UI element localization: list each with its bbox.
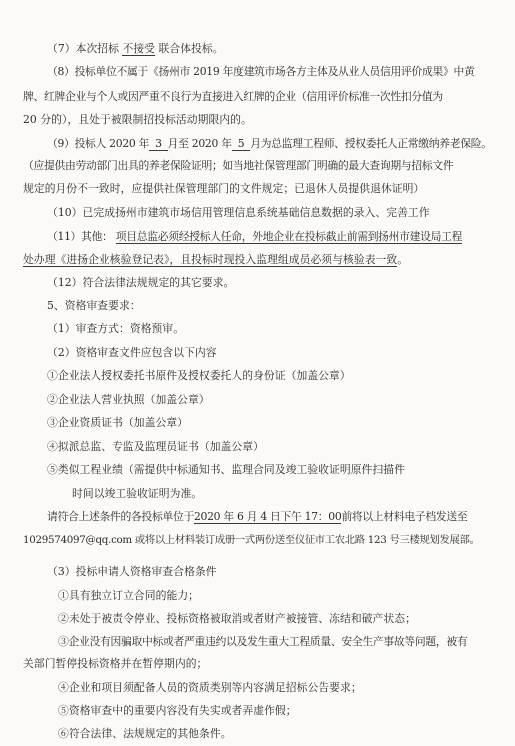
review-doc-3: ③企业资质证书（加盖公章） (47, 416, 189, 429)
qualification-2: ②未处于被责令停业、投标资格被取消或者财产被接管、冻结和破产状态； (58, 612, 416, 625)
clause-12: （12）符合法律法规规定的其它要求。 (47, 276, 235, 289)
clause-8-line2: 牌、红牌企业与个人或因严重不良行为直接进入红牌的企业（信用评价标准一次性扣分值为 (23, 90, 443, 103)
review-doc-5-note: 时间以竣工验收证明为准。 (72, 487, 203, 500)
submission-line1: 请符合上述条件的各投标单位于2020 年 6 月 4 日下午 17：00前将以上材料电子档发送至 (47, 510, 468, 523)
qualification-heading: （3）投标申请人资格审查合格条件 (47, 565, 217, 578)
section-5-heading: 5、资格审查要求： (47, 299, 141, 312)
qualification-3-line1: ③企业没有因骗取中标或者严重违约以及发生重大工程质量、安全生产事故等问题，被有 (58, 635, 468, 648)
clause-9-line2: （应提供由劳动部门出具的养老保险证明；如当地社保管理部门明确的最大查询期与招标文件 (23, 159, 454, 172)
clause-10: （10）已完成扬州市建筑市场信用管理信息系统基础信息数据的录入、完善工作 (47, 206, 430, 219)
review-doc-2: ②企业法人营业执照（加盖公章） (47, 393, 210, 406)
submission-line2: 1029574097@qq.com 或将以上材料装订成册一式两份送至仪征市工农北路 123 号三楼规划发展部。 (23, 534, 480, 546)
qualification-1: ①具有独立订立合同的能力； (58, 589, 200, 602)
clause-11-line2: 处办理《进扬企业核验登记表》，且投标时现投入监理组成员必须与核验表一致。 (23, 253, 409, 266)
deadline: 2020 年 6 月 4 日下午 17：00 (193, 510, 342, 523)
qualification-6: ⑥符合法律、法规规定的其他条件。 (58, 727, 232, 740)
clause-8-line1: （8）投标单位不属于《扬州市 2019 年度建筑市场各方主体及从业人员信用评价成果》中黄 (47, 65, 475, 78)
review-doc-4: ④拟派总监、专监及监理员证书（加盖公章） (47, 440, 264, 453)
qualification-3-line2: 关部门暂停投标资格并在暂停期内的； (23, 657, 208, 670)
clause-9-line3: 规定的月份不一致时，应提供社保管理部门的文件规定；已退休人员提供退休证明） (23, 182, 425, 195)
qualification-4: ④企业和项目须配备人员的资质类别等内容满足招标公告要求； (58, 681, 362, 694)
underlined-not-accepted: 不接受 (122, 42, 156, 55)
review-method: （1）审查方式：资格预审。 (47, 322, 185, 335)
clause-9-line1: （9）投标人 2020 年 3 月至 2020 年 5 月为总监理工程师、授权委托人正常缴纳养老保险。 (47, 137, 492, 150)
review-doc-5: ⑤类似工程业绩（需提供中标通知书、监理合同及竣工验收证明原件扫描件 (47, 463, 405, 476)
clause-8-line3: 20 分的），且处于被限制招投标活动期限内的。 (23, 113, 252, 126)
review-doc-1: ①企业法人授权委托书原件及授权委托人的身份证（加盖公章） (47, 369, 351, 382)
clause-7: （7）本次招标 不接受 联合体投标。 (47, 42, 224, 55)
qualification-5: ⑤资格审查中的重要内容没有失实或者弄虚作假； (58, 704, 297, 717)
review-docs-heading: （2）资格审查文件应包含以下内容 (47, 346, 217, 359)
clause-11-line1: （11）其他： 项目总监必须经授标人任命，外地企业在投标截止前需到扬州市建设局工程 (47, 230, 463, 243)
